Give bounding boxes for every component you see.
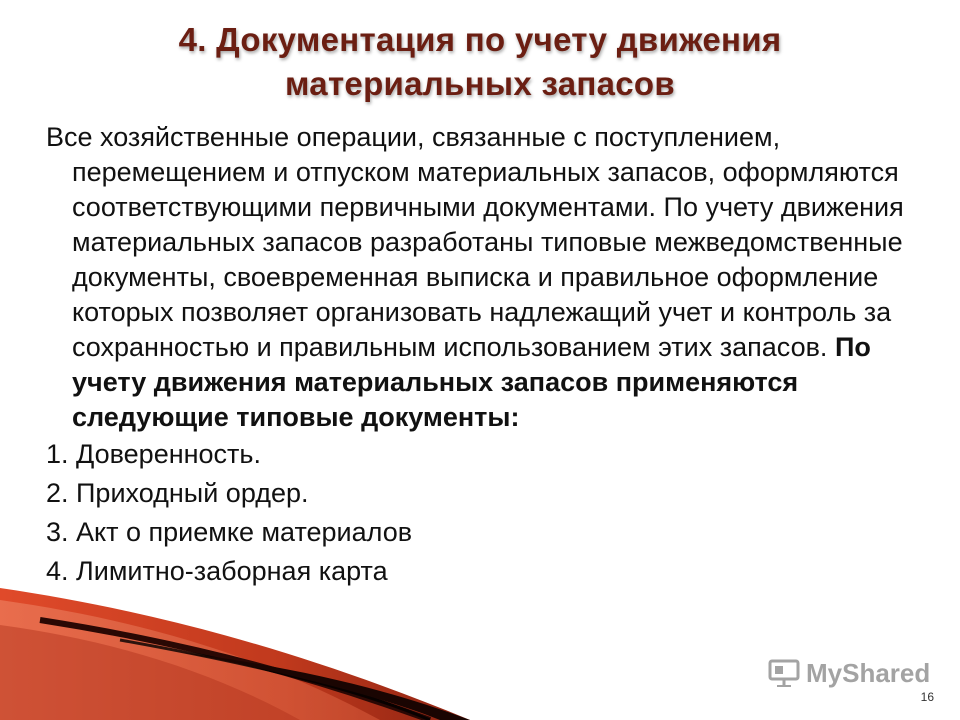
intro-bold-text: По учету движения материальных запасов применяются следующие типовые документы: (72, 332, 871, 432)
intro-text: Все хозяйственные операции, связанные с поступлением, перемещением и отпуском материальных запасов, оформляются соответствующими первичными документами. По учету движения материальных запасов разработаны типовые межведомственные документы, своевременная выписка и правильное оформление которых позволяет организовать надлежащий учет и контроль за сохранностью и правильным использованием этих запасов. (46, 122, 904, 362)
page-number: 16 (920, 690, 934, 704)
list-item: 1. Доверенность. (46, 439, 261, 469)
list-item: 4. Лимитно-заборная карта (46, 556, 388, 586)
slide-title (40, 18, 920, 106)
myshared-watermark (768, 656, 930, 690)
watermark-text: MyShared (806, 657, 931, 688)
title-line-1: 4. Документация по учету движения (178, 21, 782, 58)
presentation-board-icon (768, 659, 800, 687)
slide-content (46, 120, 926, 591)
intro-paragraph (46, 120, 926, 435)
list-item: 2. Приходный ордер. (46, 478, 309, 508)
list-item: 3. Акт о приемке материалов (46, 517, 413, 547)
title-line-2: материальных запасов (285, 65, 675, 102)
